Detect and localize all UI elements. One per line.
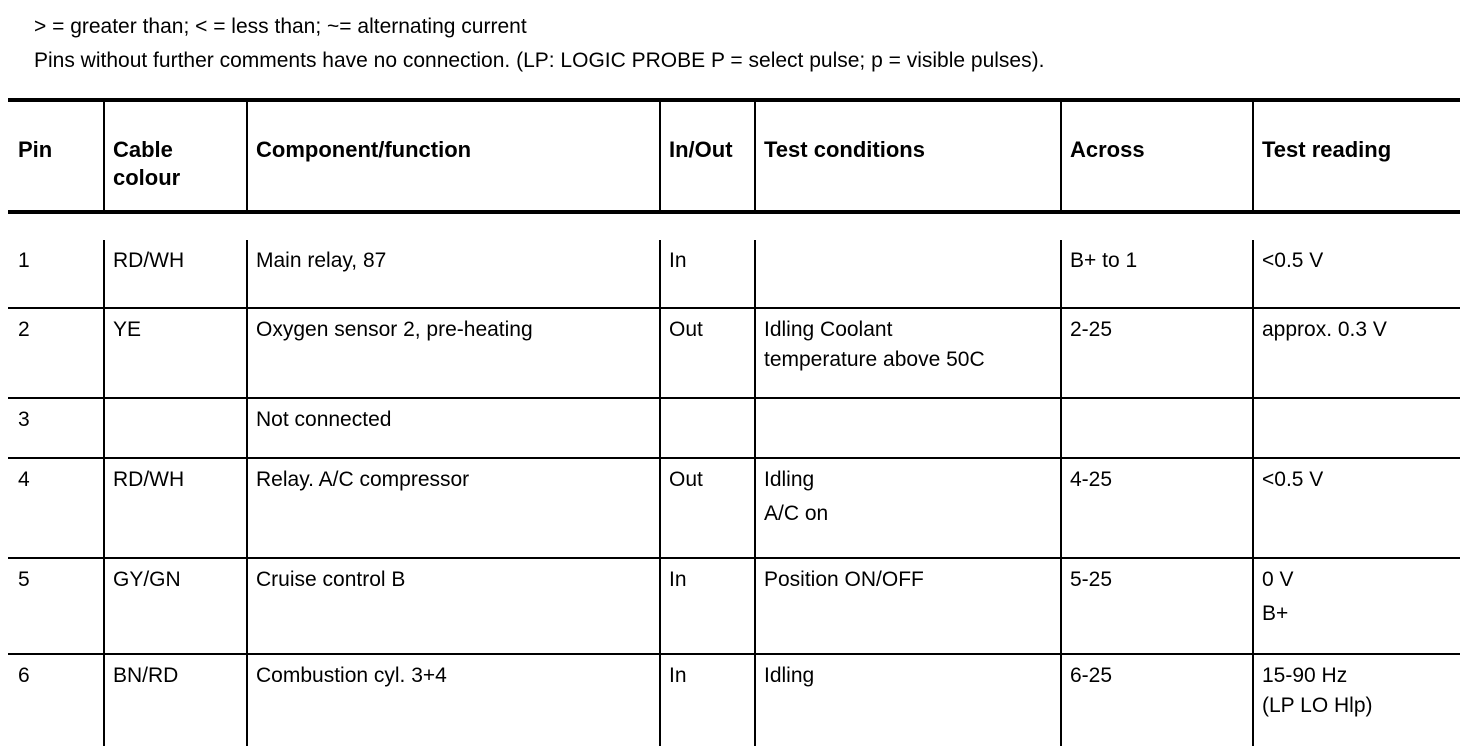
pin-table-container (8, 98, 1460, 746)
cell-test-conditions (755, 240, 1061, 308)
test-reading-line: <0.5 V (1262, 249, 1324, 272)
table-row (8, 458, 1460, 558)
header-cable-line2: colour (113, 165, 181, 190)
cell-inout: In (660, 654, 755, 746)
test-reading-line: approx. 0.3 V (1262, 318, 1387, 341)
cell-test-reading (1253, 558, 1460, 654)
test-condition-line: Idling (764, 664, 815, 687)
table-row (8, 308, 1460, 398)
cell-across: 5-25 (1061, 558, 1253, 654)
cell-test-reading (1253, 398, 1460, 458)
cell-inout: In (660, 558, 755, 654)
test-condition-line: Idling Coolant (764, 318, 893, 341)
cell-pin: 6 (8, 654, 104, 746)
test-reading-line: <0.5 V (1262, 468, 1324, 491)
cell-test-reading (1253, 240, 1460, 308)
test-reading-line: (LP LO Hlp) (1262, 694, 1373, 717)
header-inout: In/Out (660, 100, 755, 212)
header-spacer (8, 212, 1460, 240)
header-test-reading: Test reading (1253, 100, 1460, 212)
header-across: Across (1061, 100, 1253, 212)
cell-pin: 1 (8, 240, 104, 308)
table-row (8, 558, 1460, 654)
test-condition-line: A/C on (764, 502, 829, 525)
header-pin: Pin (8, 100, 104, 212)
cell-test-reading (1253, 654, 1460, 746)
header-cable-line1: Cable (113, 137, 173, 162)
test-condition-line: Idling (764, 468, 815, 491)
table-row (8, 654, 1460, 746)
legend-notes (34, 10, 1044, 78)
cell-inout: In (660, 240, 755, 308)
test-reading-line: 0 V (1262, 568, 1294, 591)
cell-pin: 3 (8, 398, 104, 458)
cell-pin: 4 (8, 458, 104, 558)
table-row (8, 398, 1460, 458)
table-header (8, 100, 1460, 212)
table-row (8, 240, 1460, 308)
cell-cable: RD/WH (104, 240, 247, 308)
cell-component: Cruise control B (247, 558, 660, 654)
test-reading-line: B+ (1262, 602, 1289, 625)
pin-table (8, 98, 1460, 746)
legend-no-connection: Pins without further comments have no connection. (LP: LOGIC PROBE P = select pulse; p = visible pulses). (34, 49, 1045, 72)
cell-pin: 2 (8, 308, 104, 398)
test-condition-line: Position ON/OFF (764, 568, 924, 591)
header-cable-colour (104, 100, 247, 212)
cell-test-reading (1253, 458, 1460, 558)
cell-test-conditions (755, 558, 1061, 654)
cell-test-conditions (755, 458, 1061, 558)
cell-component: Combustion cyl. 3+4 (247, 654, 660, 746)
cell-across: 4-25 (1061, 458, 1253, 558)
cell-cable: RD/WH (104, 458, 247, 558)
cell-inout (660, 398, 755, 458)
header-test-conditions: Test conditions (755, 100, 1061, 212)
cell-test-conditions (755, 654, 1061, 746)
cell-test-conditions (755, 398, 1061, 458)
header-component: Component/function (247, 100, 660, 212)
header-row (8, 100, 1460, 212)
cell-across: 2-25 (1061, 308, 1253, 398)
cell-across: B+ to 1 (1061, 240, 1253, 308)
cell-cable (104, 398, 247, 458)
cell-test-reading (1253, 308, 1460, 398)
test-condition-line: temperature above 50C (764, 348, 985, 371)
cell-cable: BN/RD (104, 654, 247, 746)
cell-cable: GY/GN (104, 558, 247, 654)
cell-across: 6-25 (1061, 654, 1253, 746)
cell-inout: Out (660, 308, 755, 398)
cell-cable: YE (104, 308, 247, 398)
cell-component: Main relay, 87 (247, 240, 660, 308)
cell-component: Oxygen sensor 2, pre-heating (247, 308, 660, 398)
cell-across (1061, 398, 1253, 458)
cell-test-conditions (755, 308, 1061, 398)
legend-symbols: > = greater than; < = less than; ~= alternating current (34, 15, 527, 38)
cell-pin: 5 (8, 558, 104, 654)
table-body (8, 212, 1460, 746)
cell-component: Not connected (247, 398, 660, 458)
cell-component: Relay. A/C compressor (247, 458, 660, 558)
test-reading-line: 15-90 Hz (1262, 664, 1348, 687)
cell-inout: Out (660, 458, 755, 558)
